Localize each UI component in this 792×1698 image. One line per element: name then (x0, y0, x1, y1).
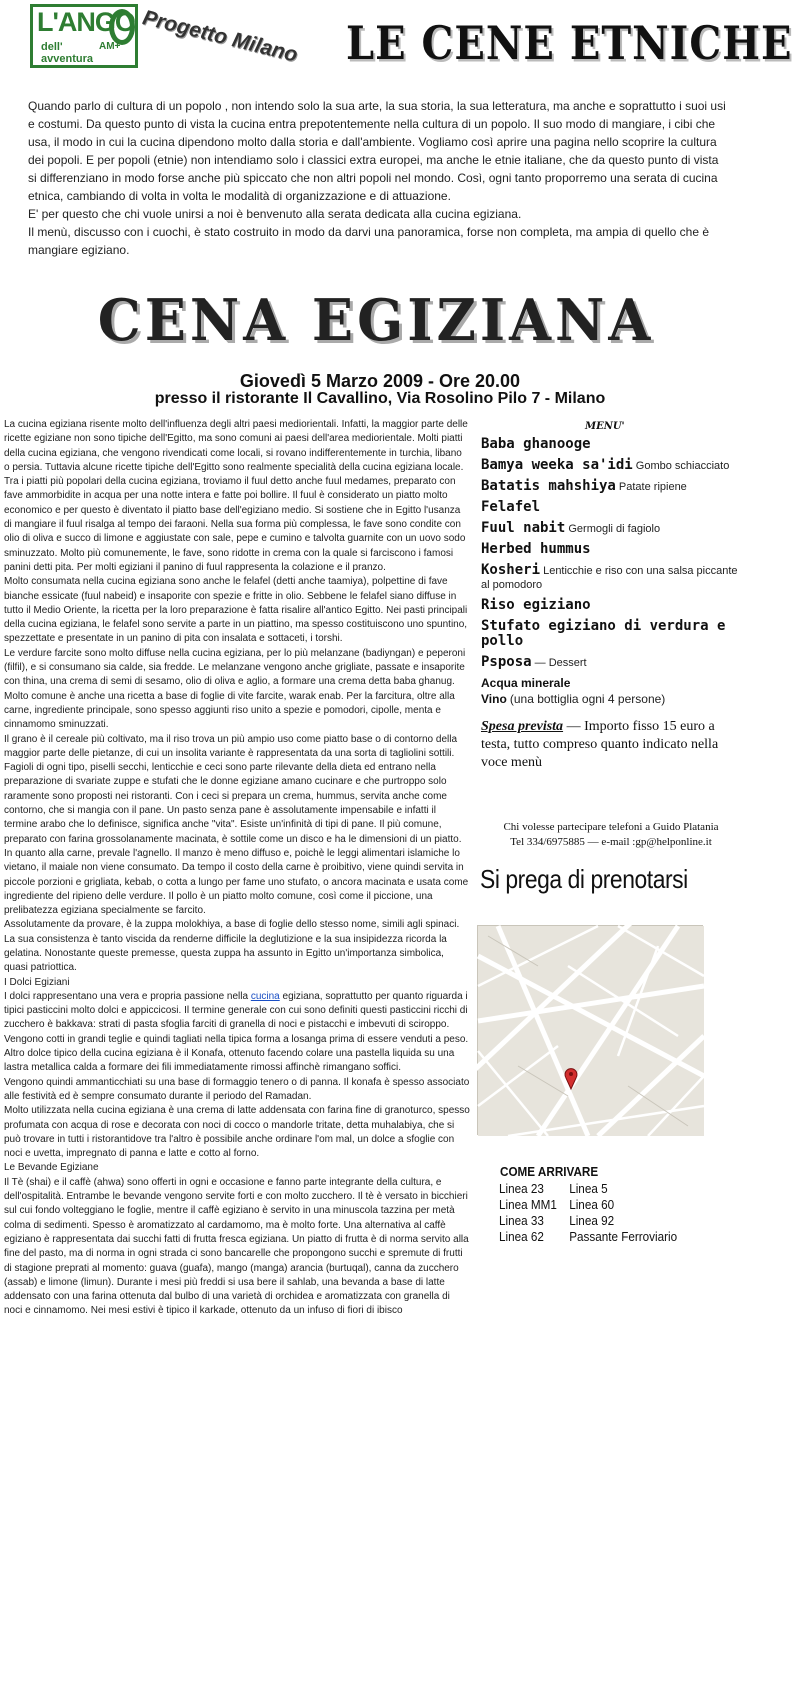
logo-subtitle: dell' avventura (41, 41, 93, 65)
price-label: Spesa prevista (481, 719, 564, 734)
contact-line: Tel 334/6975885 — e-mail :gp@helponline.it (510, 836, 712, 848)
intro-text (28, 97, 728, 259)
article-paragraph: Tra i piatti più popolari della cucina egiziana, troviamo il fuul detto anche fuul medames, preparato con fave ammorbidite in acqua per una notte intera e fatte poi bollire. Il fuul è considerato un piatto molto economico e per questo è diventato il piatto base dell'egiziano medio. Si sostiene che in Egitto l'usanza di mangiare il fuul risalga al tempo dei faraoni. Nella sua forma più complessa, le fave sono condite con olio di oliva e succo di limone e aggiustate con sale, pepe e cumino e talvolta guarnite con un uovo sodo sminuzzato. Molto più comunemente, le fave, sono ridotte in crema con la quale si farciscono i famosi panini detti pita. Per molti egiziani il panino di fuul rappresenta la colazione e il pranzo. (4, 476, 466, 573)
event-place: presso il ristorante Il Cavallino, Via Rosolino Pilo 7 - Milano (154, 390, 606, 407)
menu-item: Vino (una bottiglia ogni 4 persone) (481, 692, 666, 706)
menu-item: Felafel (481, 499, 541, 515)
contact-line: Chi volesse partecipare telefoni a Guido Platania (503, 821, 719, 833)
article-paragraph: Vengono quindi ammanticchiati su una base di formaggio tenero o di panna. Il konafa è spesso associato alle festività ed è sempre consumato durante il periodo del Ramadan. (4, 1076, 470, 1102)
event-title: CENA EGIZIANA (97, 286, 655, 354)
reserve-notice: Si prega di prenotarsi (480, 864, 688, 894)
menu-item: Fuul nabit Germogli di fagiolo (481, 520, 661, 536)
contact-info (476, 820, 746, 850)
menu-item: Riso egiziano (481, 597, 591, 613)
logo-mark: AM+ (99, 41, 121, 52)
map-streets (478, 926, 704, 1136)
menu-item: Baba ghanooge (481, 436, 591, 452)
article-paragraph: Le verdure farcite sono molto diffuse nella cucina egiziana, per lo più melanzane (badiyngan) e peperoni (filfil), e si consumano sia calde, sia fredde. Le melanzane vengono anche grigliate, passate e insaporite con thina, una crema di semi di sesamo, olio di oliva e aglio, a formare una crema detta baba ghanug. Molto comune è anche una ricetta a base di foglie di vite farcite, warak enab. Per la farcitura, oltre alla carne, ingrediente principale, sono spesso aggiunti riso unito a spezie e pomodori, cipolle, menta e cinnamomo sminuzzati. (4, 647, 466, 731)
logo-ring (109, 9, 135, 45)
article-paragraph: Molto utilizzata nella cucina egiziana è una crema di latte addensata con farina fine di granoturco, spesso profumata con acqua di rose e decorata con noci di cocco o mandorle tritate, detta muhalabiya, che si può trovare in tutti i ristorantidove tra l'altro è possibile anche ordinare l'om mal, un dolce a sfoglie con noci e uvetta, impregnato di panna e latte e cotto al forno. (4, 1105, 470, 1160)
transit-heading: COME ARRIVARE (500, 1164, 599, 1179)
menu-item: Kosheri Lenticchie e riso con una salsa piccante al pomodoro (481, 562, 738, 591)
menu-item: Herbed hummus (481, 541, 591, 557)
menu-item: Bamya weeka sa'idi Gombo schiacciato (481, 457, 730, 473)
intro-paragraph: Il menù, discusso con i cuochi, è stato costruito in modo da darvi una panoramica, forse non completa, ma ampia di quello che è mangiare egiziano. (28, 225, 710, 257)
transit-row: Linea MM1 Linea 60 (499, 1197, 615, 1212)
menu-item: Acqua minerale (481, 676, 571, 690)
intro-paragraph: E' per questo che chi vuole unirsi a noi è benvenuto alla serata dedicata alla cucina egiziana. (28, 207, 522, 221)
article-paragraph: Assolutamente da provare, è la zuppa molokhiya, a base di foglie dello stesso nome, simili agli spinaci. La sua consistenza è tanto viscida da renderne difficile la deglutizione e la sua insipidezza ricorda la gelatina. Nonostante queste premesse, questa zuppa ha assunto in Egitto un'importanza simbolica, quasi patriottica. (4, 919, 460, 974)
article-paragraph: Il Tè (shai) e il caffè (ahwa) sono offerti in ogni e occasione e fanno parte integrante della cultura, e dell'ospitalità. Entrambe le bevande vengono servite forti e con molto zucchero. Il tè è versato in bicchieri sul cui fondo volteggiano le foglie, mentre il caffè egiziano è servito in una minuscola tazzina per metà colma di sedimenti. Spesso è aromatizzato al cardamomo, ma è molto forte. Una alternativa al caffè egiziano è rappresentata dai succhi fatti di frutta fresca egiziana. Un piatto di frutta è di norma servito alla fine del pasto, ma di norma in ogni strada ci sono bancarelle che propongono succhi e spremute di frutti di stagione preprati al momento: guava (guafa), mango (manga) arancia (burtuqal), canna da zucchero (assab) e limone (limun). Durante i mesi più freddi si usa bere il sahlab, una bevanda a base di latte addensato con una farina ottenuta dal bulbo di una varietà di orchidea e aromatizzata con granella di noci e cinnamomo. Nei mesi estivi è tipico il karkade, ottenuto da un infuso di fiori di ibisco (4, 1176, 469, 1317)
article-paragraph: La cucina egiziana risente molto dell'influenza degli altri paesi mediorientali. Infatti, la maggior parte delle ricette egiziane non sono tipiche dell'Egitto, ma sono comuni ai paesi dell'area mediorientale. Molti piatti della cucina egiziana, che vengono rivendicati come locali, si rovano indifferentemente in turchia, libano o persia. Tuttavia alcune ricette tipiche dell'Egitto sono realmente specialità della cucina egiziana locale. (4, 419, 468, 473)
price-text: — Importo fisso 15 euro a testa, tutto compreso quanto indicato nella voce menù (481, 719, 719, 770)
project-tag: Progetto Milano (140, 6, 300, 67)
menu-heading: MENU' (585, 421, 625, 432)
transit-list (499, 1181, 715, 1245)
transit-row: Linea 23 Linea 5 (499, 1181, 608, 1196)
menu-item: Batatis mahshiya Patate ripiene (481, 478, 687, 494)
logo-text: L'ANGO (37, 7, 135, 37)
menu-item: Stufato egiziano di verdura e pollo (481, 618, 726, 649)
event-date: Giovedì 5 Marzo 2009 - Ore 20.00 (239, 371, 521, 391)
article-paragraph: I dolci rappresentano una vera e propria passione nella cucina egiziana, soprattutto per quanto riguarda i tipici pasticcini molto dolci e appiccicosi. Il termine generale con cui sono definiti questi pasticcini ricchi di zucchero è bakkava: strati di pasta sfoglia farciti di granella di noci e pistacchi e imbevuti di sciroppo. Vengono cotti in grandi teglie e quindi tagliati nella tipica forma a losanga prima di essere venduti a peso. Altro dolce tipico della cucina egiziana è il Konafa, ottenuto facendo colare una pastella liquida su una lastra metallica calda a formare dei fili immediatamente rimossi affinchè rimangano soffici. (4, 990, 469, 1074)
location-map[interactable] (477, 925, 703, 1135)
section-heading-drinks: Le Bevande Egiziane (4, 1162, 99, 1174)
transit-row: Linea 33 Linea 92 (499, 1213, 615, 1228)
article-body (4, 418, 470, 1319)
menu-list (481, 437, 743, 708)
logo (30, 4, 138, 68)
article-paragraph: Molto consumata nella cucina egiziana sono anche le felafel (detti anche taamiya), polpettine di fave bianche essicate (fuul nabeid) e insaporite con spezie e fritte in olio. Sebbene le felafel siano diffuse in tutto il Medio Oriente, la ricetta per la loro preparazione è fatta risalire all'antico Egitto. Nei pasti principali della cucina egiziana, le felafel sono servite a parte in un piattino, ma spesso costituiscono uno spuntino, spezzettate e presentate in un panino di pita con insalata e sottaceti, i torshi. (4, 576, 468, 645)
article-paragraph: Il grano è il cereale più coltivato, ma il riso trova un più ampio uso come piatto base o di contorno della maggior parte delle pietanze, di cui un insolita variante è rappresentata da una sorta di tagliolini sottili. Fagioli di ogni tipo, piselli secchi, lenticchie e ceci sono parte rilevante della dieta ed entrano nella preparazione di svariate zuppe e stufati che le donne egiziane amano cucinare e che purtroppo solo raramente sono proposti nei ristoranti. Con i ceci si prepara un crema, hummus, servita anche come contorno, che si mangia con il pane. Un pasto senza pane è assolutamente impensabile e infatti il termine arabo che lo definisce, significa anche "vita". Esiste un'infinità di tipi di pane. Il più comune, preparato con farina grossolanamente macinata, è sottile come un disco e ha le dimensioni di un piatto. (4, 733, 462, 845)
article-paragraph: In quanto alla carne, prevale l'agnello. Il manzo è meno diffuso e, poichè le leggi alimentari islamiche lo vietano, il maiale non viene consumato. Da tempo il costo della carne è proibitivo, viene quindi servita in piccole porzioni e grigliata, kebab, o cotta a lungo per fame uno stufato, o ancora macinata e usata come ingrediente del ripieno delle verdure. Il pollo è un piatto molto comune, così come il piccione, una prelibatezza egiziana specialmente se farcito. (4, 847, 469, 917)
menu-item: Psposa — Dessert (481, 654, 587, 670)
section-heading-sweets: I Dolci Egiziani (4, 976, 70, 988)
transit-row: Linea 62 Passante Ferroviario (499, 1229, 678, 1244)
intro-paragraph: Quando parlo di cultura di un popolo , non intendo solo la sua arte, la sua storia, la sua letteratura, ma anche e soprattutto i suoi usi e costumi. Da questo punto di vista la cucina entra prepotentemente nella cultura di un popolo. Il suo modo di mangiare, i cibi che usa, il modo in cui la cucina dipendono molto dalla storia e dall'ambiente. Vogliamo così aprire una pagina nello scoprire la cultura dei popoli. E per popoli (etnie) non intendiamo solo i classici extra europei, ma anche le etnie italiane, che da questo punto di vista si differenziano in modo forse anche più spiccato che non altri popoli nel mondo. Così, ogni tanto proporremo una serata di cucina etnica, cambiando di volta in volta le modalità di organizzazione e di attuazione. (28, 99, 726, 203)
cucina-link[interactable]: cucina (250, 990, 280, 1002)
page-title: LE CENE ETNICHE (346, 16, 792, 71)
price-info (481, 718, 743, 772)
